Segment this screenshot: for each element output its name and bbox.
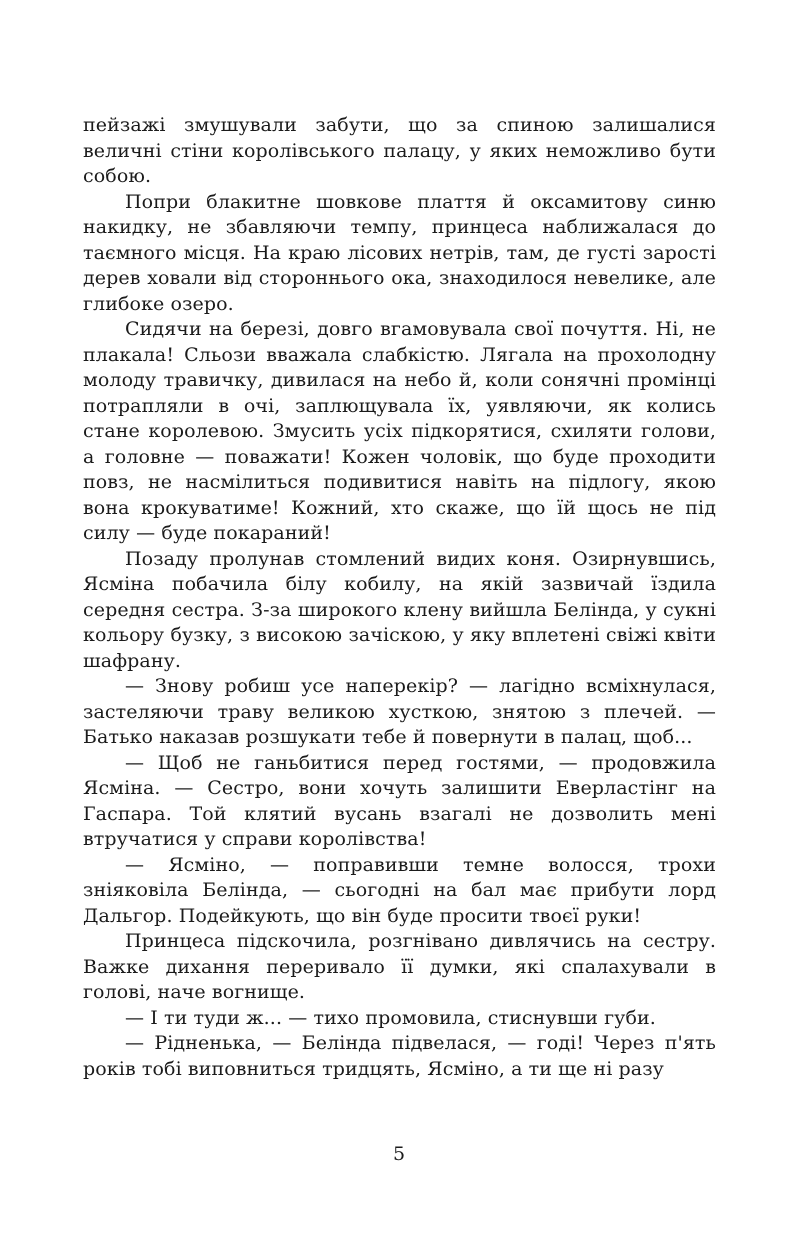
paragraph: Принцеса підскочила, розгнівано дивлячись на сестру. Важке дихання переривало її думки, які спалахували в голові, наче вогнище. bbox=[83, 930, 716, 1003]
paragraph: — Рідненька, — Белінда підвелася, — годі! Через п'ять років тобі виповниться тридцять, Ясміно, а ти ще ні разу bbox=[83, 1032, 716, 1080]
paragraph: Сидячи на березі, довго вгамовувала свої почуття. Ні, не плакала! Сльози вважала слабкістю. Лягала на прохолодну молоду травичку, дивилася на небо й, коли сонячні промінці потрапляли в очі, заплющувала їх, уявляючи, як колись стане королевою. Змусить усіх підкорятися, схиляти голови, а головне — поважати! Кожен чоловік, що буде проходити повз, не насмілиться подивитися навіть на підлогу, якою вона крокуватиме! Кожний, хто скаже, що їй щось не під силу — буде покараний! bbox=[83, 318, 716, 544]
page-number: 5 bbox=[392, 1143, 406, 1165]
paragraph: Попри блакитне шовкове плаття й оксамитову синю накидку, не збавляючи темпу, принцеса наближалася до таємного місця. На краю лісових нетрів, там, де густі зарості дерев ховали від стороннього ока, знаходилося невелике, але глибоке озеро. bbox=[83, 190, 716, 315]
paragraph: Позаду пролунав стомлений видих коня. Озирнувшись, Ясміна побачила білу кобилу, на якій зазвичай їздила середня сестра. З-за широкого клену вийшла Белінда, у сукні кольору бузку, з високою зачіскою, у яку вплетені свіжі квіти шафрану. bbox=[83, 547, 716, 672]
page-text bbox=[83, 113, 716, 1082]
paragraph: — Ясміно, — поправивши темне волосся, трохи зніяковіла Белінда, — сьогодні на бал має прибути лорд Дальгор. Подейкують, що він буде просити твоєї руки! bbox=[83, 853, 716, 927]
paragraph: пейзажі змушували забути, що за спиною залишалися величні стіни королівського палацу, у яких неможливо бути собою. bbox=[83, 114, 716, 187]
paragraph: — Знову робиш усе наперекір? — лагідно всміхнулася, застеляючи траву великою хусткою, знятою з плечей. — Батько наказав розшукати тебе й повернути в палац, щоб... bbox=[83, 675, 716, 748]
paragraph: — І ти туди ж... — тихо промовила, стиснувши губи. bbox=[125, 1006, 656, 1029]
paragraph: — Щоб не ганьбитися перед гостями, — продовжила Ясміна. — Сестро, вони хочуть залишити Еверластінг на Гаспара. Той клятий вусань взагалі не дозволить мені втручатися у справи королівства! bbox=[83, 751, 716, 850]
